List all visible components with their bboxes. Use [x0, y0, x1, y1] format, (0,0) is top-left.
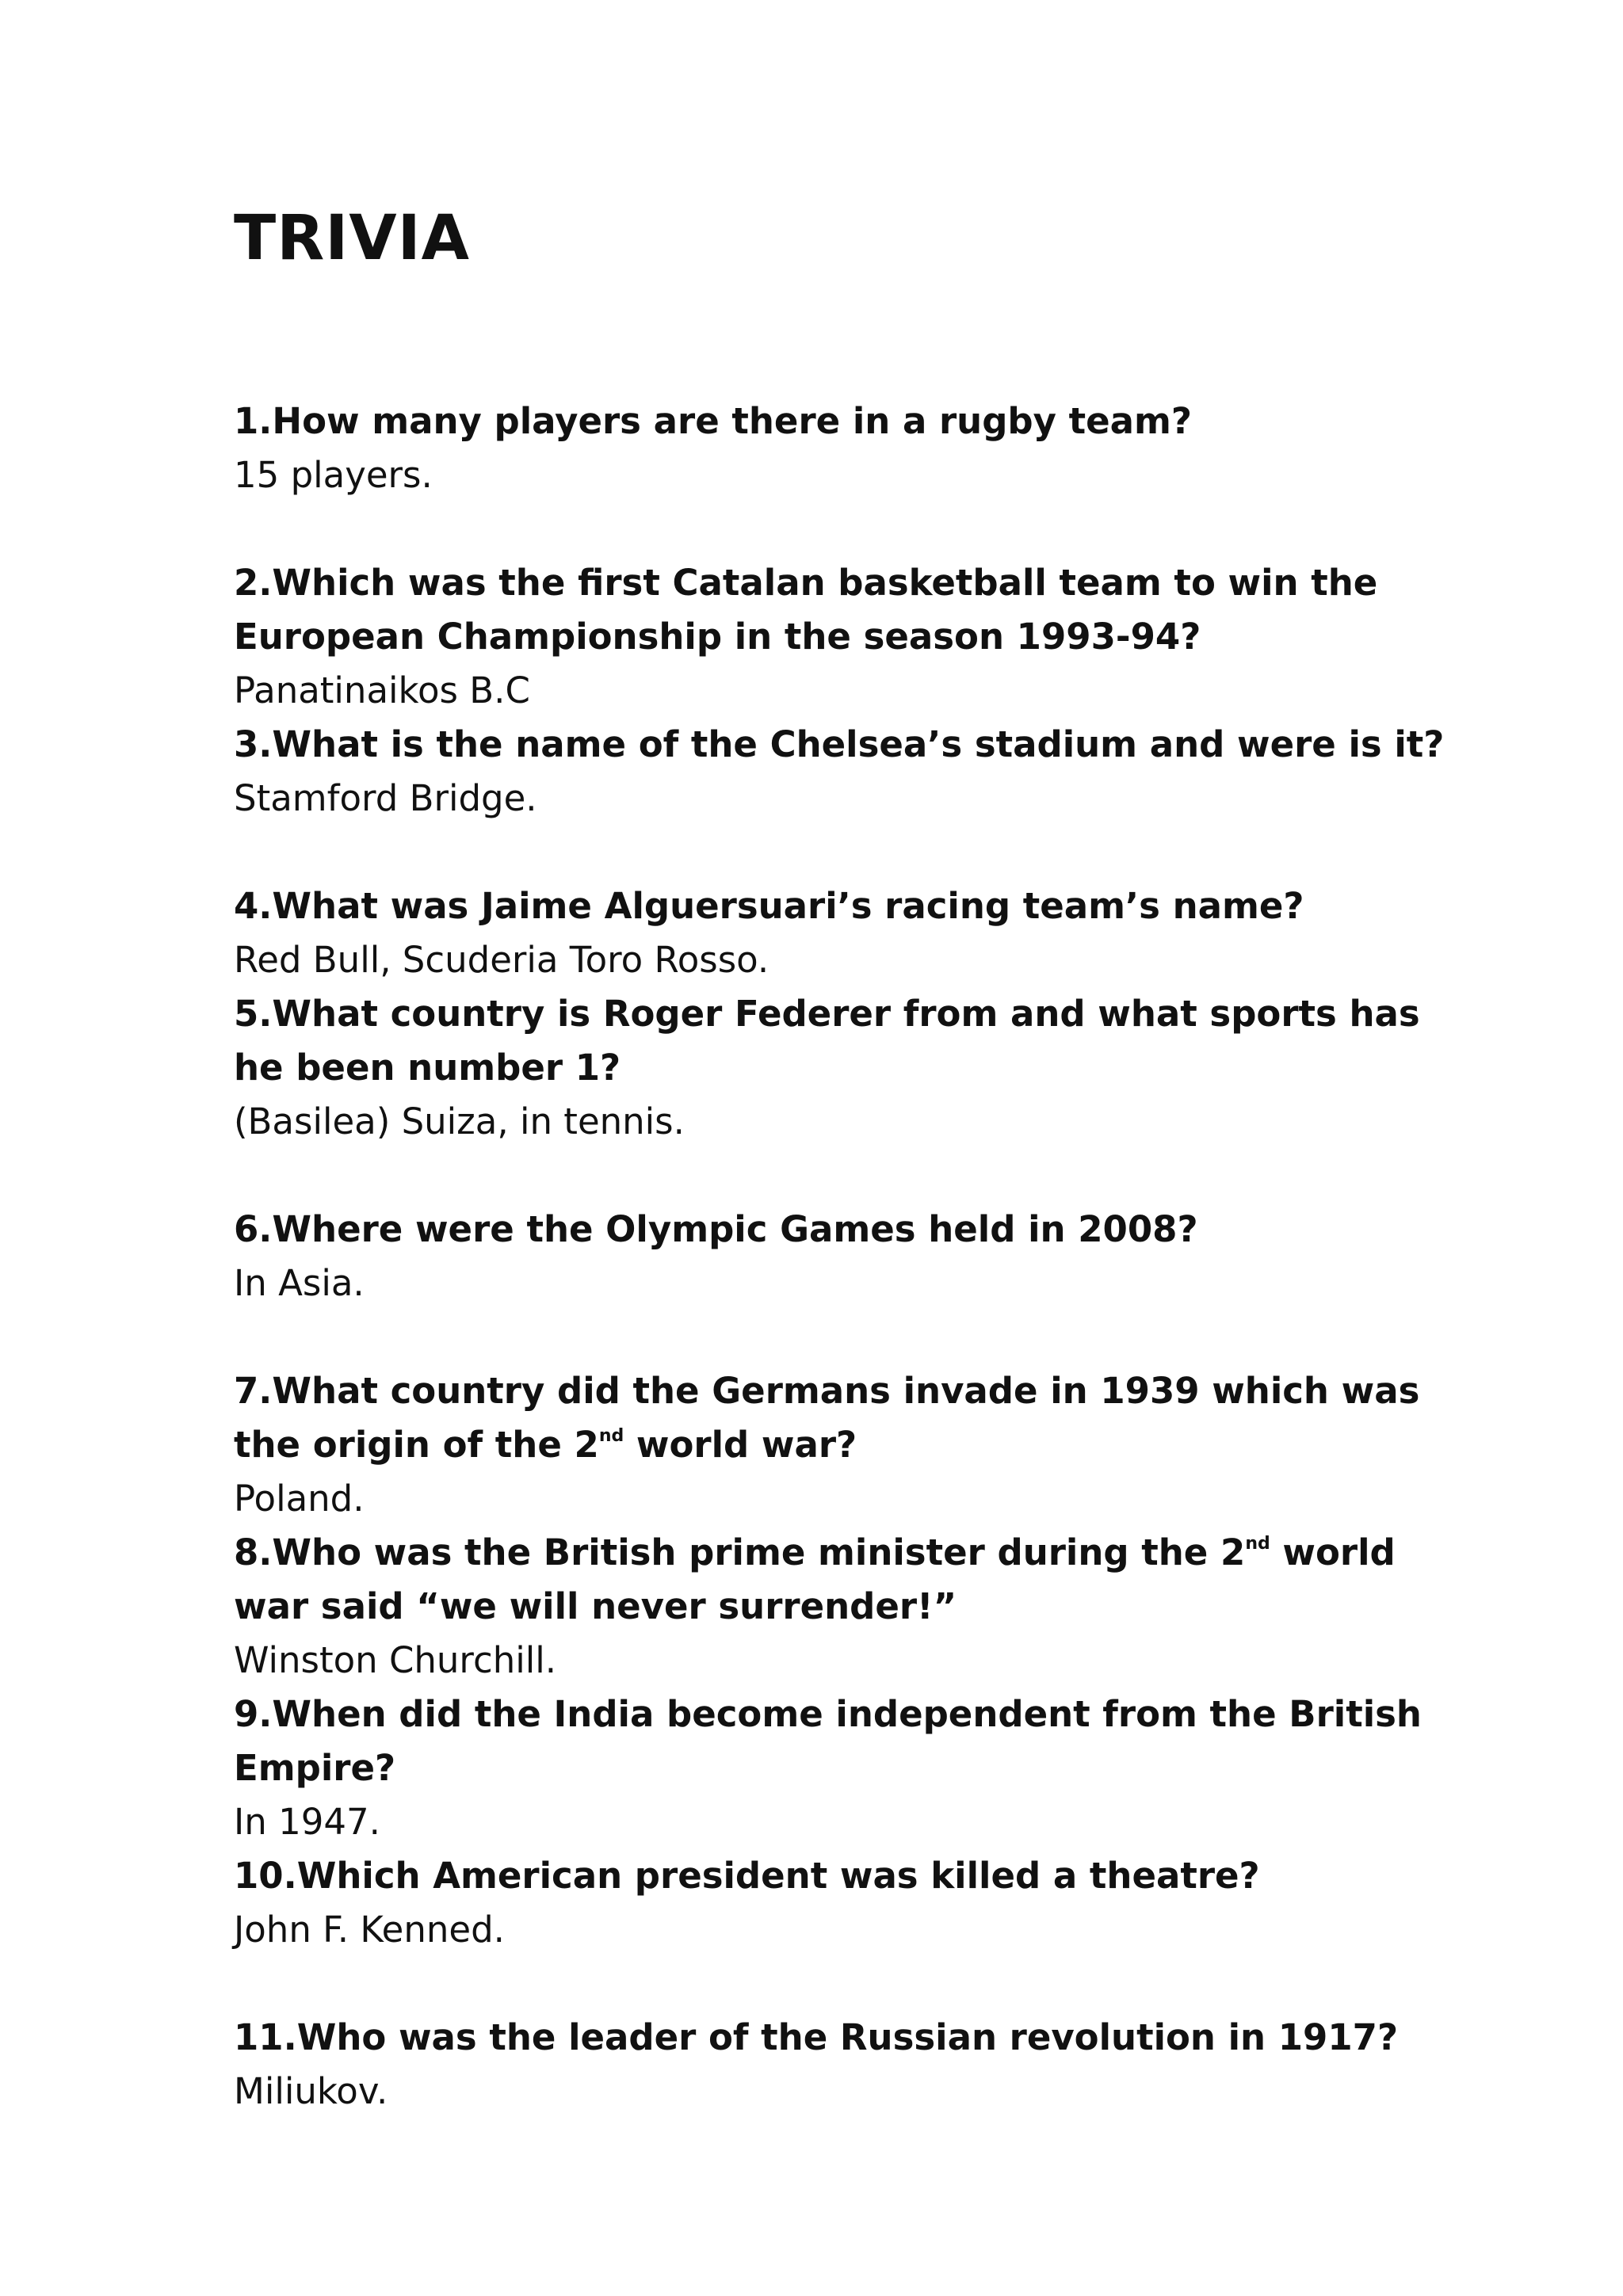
trivia-item-10 [234, 1849, 1438, 1957]
trivia-item-11 [234, 2011, 1438, 2119]
question-6: 6.Where were the Olympic Games held in 2008? [234, 1208, 1198, 1250]
trivia-item-9 [234, 1688, 1438, 1849]
answer-6: In Asia. [234, 1262, 365, 1304]
spacer [234, 502, 1438, 556]
ordinal-suffix: nd [1245, 1534, 1270, 1554]
spacer [234, 826, 1438, 879]
trivia-item-2 [234, 556, 1438, 718]
trivia-item-3 [234, 718, 1445, 826]
question-5-line-2: he been number 1? [234, 1047, 621, 1089]
answer-2: Panatinaikos B.C [234, 669, 530, 711]
trivia-item-1 [234, 395, 1438, 502]
trivia-item-5 [234, 987, 1438, 1149]
trivia-item-8 [234, 1526, 1438, 1688]
answer-4: Red Bull, Scuderia Toro Rosso. [234, 939, 769, 981]
answer-9: In 1947. [234, 1801, 380, 1843]
spacer [234, 1310, 1438, 1364]
trivia-item-4 [234, 879, 1438, 987]
question-9-line-2: Empire? [234, 1747, 396, 1789]
question-5-line-1: 5.What country is Roger Federer from and what sports has [234, 993, 1420, 1035]
question-1: 1.How many players are there in a rugby team? [234, 400, 1193, 442]
question-4: 4.What was Jaime Alguersuari’s racing team’s name? [234, 885, 1304, 927]
question-7-line-2 [234, 1418, 1438, 1472]
answer-10: John F. Kenned. [234, 1909, 505, 1951]
page-title: TRIVIA [234, 203, 471, 274]
trivia-item-7 [234, 1364, 1438, 1526]
question-2-line-1: 2.Which was the first Catalan basketball team to win the [234, 562, 1378, 604]
answer-5: (Basilea) Suiza, in tennis. [234, 1100, 685, 1142]
question-8-line-1 [234, 1526, 1438, 1580]
question-2-line-2: European Championship in the season 1993-94? [234, 616, 1201, 658]
question-7-line-2-text: the origin of the 2 [234, 1424, 599, 1466]
answer-1: 15 players. [234, 454, 433, 496]
spacer [234, 1149, 1438, 1203]
question-8-line-2: war said “we will never surrender!” [234, 1585, 957, 1627]
trivia-list [234, 395, 1445, 2119]
question-7-line-1: 7.What country did the Germans invade in 1939 which was [234, 1370, 1420, 1412]
question-9-line-1: 9.When did the India become independent from the British [234, 1693, 1422, 1735]
question-8-line-1-text: 8.Who was the British prime minister during the 2 [234, 1531, 1246, 1573]
trivia-item-6 [234, 1203, 1438, 1310]
answer-3: Stamford Bridge. [234, 777, 537, 819]
spacer [234, 1957, 1438, 2011]
answer-8: Winston Churchill. [234, 1639, 557, 1681]
question-3: 3.What is the name of the Chelsea’s stadium and were is it? [234, 723, 1445, 765]
question-8-line-1-tail: world [1270, 1531, 1396, 1573]
question-11: 11.Who was the leader of the Russian revolution in 1917? [234, 2016, 1399, 2058]
answer-11: Miliukov. [234, 2070, 388, 2112]
question-7-line-2-tail: world war? [624, 1424, 857, 1466]
answer-7: Poland. [234, 1478, 365, 1520]
question-10: 10.Which American president was killed a theatre? [234, 1855, 1260, 1897]
ordinal-suffix: nd [598, 1426, 624, 1446]
